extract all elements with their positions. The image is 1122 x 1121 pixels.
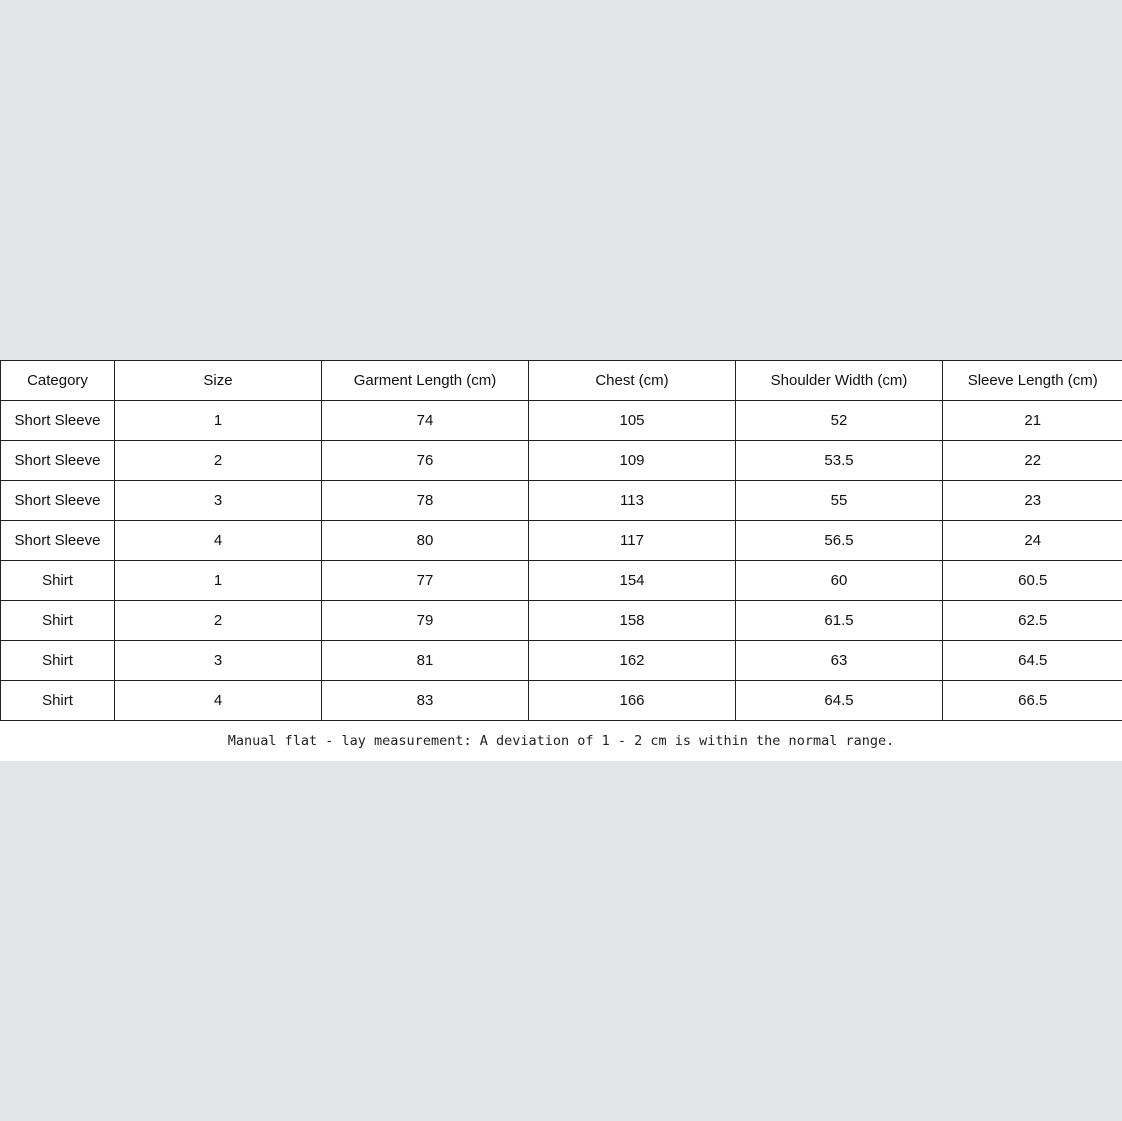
header-category: Category: [1, 361, 115, 401]
cell-chest: 166: [529, 681, 736, 721]
cell-category: Short Sleeve: [1, 481, 115, 521]
table-row: [1, 521, 1122, 561]
table-row: [1, 601, 1122, 641]
cell-sleeve-length: 24: [943, 521, 1122, 561]
cell-shoulder-width: 52: [736, 401, 943, 441]
cell-category: Short Sleeve: [1, 401, 115, 441]
cell-chest: 154: [529, 561, 736, 601]
cell-sleeve-length: 62.5: [943, 601, 1122, 641]
cell-sleeve-length: 22: [943, 441, 1122, 481]
cell-shoulder-width: 64.5: [736, 681, 943, 721]
cell-garment-length: 77: [322, 561, 529, 601]
cell-category: Shirt: [1, 601, 115, 641]
cell-garment-length: 83: [322, 681, 529, 721]
header-size: Size: [115, 361, 322, 401]
cell-garment-length: 81: [322, 641, 529, 681]
cell-shoulder-width: 60: [736, 561, 943, 601]
cell-garment-length: 79: [322, 601, 529, 641]
cell-chest: 105: [529, 401, 736, 441]
cell-category: Shirt: [1, 681, 115, 721]
cell-shoulder-width: 63: [736, 641, 943, 681]
cell-shoulder-width: 56.5: [736, 521, 943, 561]
cell-sleeve-length: 64.5: [943, 641, 1122, 681]
size-table: [0, 360, 1122, 721]
header-sleeve-length: Sleeve Length (cm): [943, 361, 1122, 401]
cell-chest: 113: [529, 481, 736, 521]
cell-sleeve-length: 60.5: [943, 561, 1122, 601]
table-row: [1, 681, 1122, 721]
cell-size: 4: [115, 681, 322, 721]
cell-garment-length: 74: [322, 401, 529, 441]
cell-category: Short Sleeve: [1, 521, 115, 561]
cell-chest: 162: [529, 641, 736, 681]
cell-size: 1: [115, 401, 322, 441]
table-row: [1, 641, 1122, 681]
cell-garment-length: 80: [322, 521, 529, 561]
cell-chest: 117: [529, 521, 736, 561]
cell-sleeve-length: 21: [943, 401, 1122, 441]
size-chart: [0, 360, 1122, 761]
table-row: [1, 481, 1122, 521]
cell-size: 2: [115, 601, 322, 641]
cell-size: 3: [115, 481, 322, 521]
header-chest: Chest (cm): [529, 361, 736, 401]
cell-garment-length: 76: [322, 441, 529, 481]
table-row: [1, 401, 1122, 441]
cell-category: Shirt: [1, 561, 115, 601]
cell-chest: 109: [529, 441, 736, 481]
cell-size: 4: [115, 521, 322, 561]
cell-shoulder-width: 55: [736, 481, 943, 521]
cell-shoulder-width: 53.5: [736, 441, 943, 481]
cell-category: Shirt: [1, 641, 115, 681]
table-row: [1, 561, 1122, 601]
header-row: [1, 361, 1122, 401]
cell-sleeve-length: 23: [943, 481, 1122, 521]
table-row: [1, 441, 1122, 481]
measurement-note: Manual flat - lay measurement: A deviation of 1 - 2 cm is within the normal range.: [0, 721, 1122, 761]
cell-size: 2: [115, 441, 322, 481]
cell-chest: 158: [529, 601, 736, 641]
cell-shoulder-width: 61.5: [736, 601, 943, 641]
header-shoulder-width: Shoulder Width (cm): [736, 361, 943, 401]
cell-size: 3: [115, 641, 322, 681]
cell-size: 1: [115, 561, 322, 601]
header-garment-length: Garment Length (cm): [322, 361, 529, 401]
cell-sleeve-length: 66.5: [943, 681, 1122, 721]
cell-category: Short Sleeve: [1, 441, 115, 481]
cell-garment-length: 78: [322, 481, 529, 521]
